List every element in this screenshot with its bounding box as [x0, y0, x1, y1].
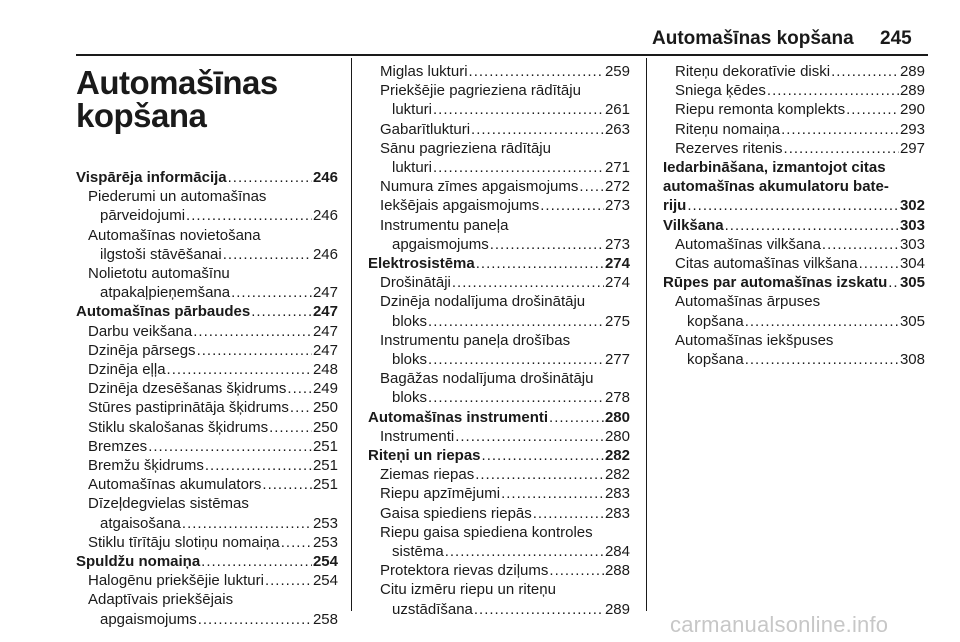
toc-entry[interactable] [368, 120, 630, 139]
toc-entry-text: Vispārēja informācija [76, 169, 227, 186]
page-number: 245 [880, 28, 912, 49]
toc-entry[interactable] [368, 62, 630, 81]
toc-entry-text: Stiklu skalošanas šķidrums [88, 418, 269, 436]
toc-entry-text: bloks [392, 312, 428, 330]
toc-entry-text: Dzinēja nodalījuma drošinātāju [380, 293, 586, 311]
leader-dots [475, 465, 604, 484]
leader-dots [725, 216, 899, 235]
leader-dots [781, 120, 899, 139]
leader-dots [482, 446, 604, 465]
toc-page-number: 274 [604, 274, 630, 292]
toc-entry[interactable] [368, 465, 630, 484]
toc-page-number: 284 [604, 543, 630, 561]
toc-page-number: 263 [604, 120, 630, 138]
leader-dots [228, 168, 312, 187]
toc-entry-text: Automašīnas iekšpuses [675, 331, 834, 349]
leader-dots [201, 552, 312, 571]
toc-entry-text: Citu izmēru riepu un riteņu [380, 581, 556, 599]
leader-dots [767, 81, 899, 100]
toc-page-number: 259 [604, 63, 630, 80]
leader-dots [476, 254, 604, 273]
toc-entry-text: riju [663, 197, 687, 215]
toc-entry-text: Automašīnas pārbaudes [76, 303, 251, 321]
toc-page-number: 250 [312, 399, 338, 417]
leader-dots [455, 427, 604, 446]
toc-entry-text: Automašīnas vilkšana [675, 235, 821, 253]
toc-page-number: 261 [604, 101, 630, 119]
toc-entry[interactable] [663, 62, 925, 81]
toc-entry[interactable] [76, 360, 338, 379]
toc-page-number: 251 [312, 476, 338, 494]
toc-page-number: 248 [312, 361, 338, 379]
toc-page-number: 305 [899, 312, 925, 330]
toc-entry[interactable] [76, 264, 338, 302]
toc-entry-text: Elektrosistēma [368, 255, 475, 273]
leader-dots [859, 254, 899, 273]
toc-entry-text: Riepu remonta komplekts [675, 101, 846, 119]
toc-page-number: 271 [604, 159, 630, 177]
toc-entry-text: Instrumentu paneļa drošības [380, 331, 571, 349]
toc-entry[interactable] [663, 120, 925, 139]
toc-entry-text: Gaisa spiediens riepās [380, 504, 532, 522]
toc-entry[interactable] [76, 418, 338, 437]
toc-entry-text: Iedarbināšana, izmantojot citas [663, 159, 886, 177]
toc-entry-text: Adaptīvais priekšējais [88, 591, 234, 609]
leader-dots [888, 273, 899, 292]
toc-page-number: 246 [312, 169, 338, 186]
chapter-title [76, 66, 338, 132]
toc-entry-text: uzstādīšana [392, 600, 473, 618]
leader-dots [452, 273, 604, 292]
toc-section-entry[interactable] [76, 168, 338, 187]
leader-dots [197, 341, 312, 360]
toc-entry-text: Instrumenti [380, 427, 455, 445]
toc-entries [76, 168, 338, 629]
toc-entry-text: Riteņu dekoratīvie diski [675, 63, 831, 80]
leader-dots [469, 62, 604, 81]
toc-page-number: 273 [604, 197, 630, 215]
leader-dots [262, 475, 312, 494]
toc-page-number: 247 [312, 322, 338, 340]
toc-entry-text: Dīzeļdegvielas sistēmas [88, 495, 249, 513]
toc-page-number: 247 [312, 303, 338, 321]
leader-dots [831, 62, 899, 81]
toc-entry[interactable] [76, 341, 338, 360]
toc-page-number: 288 [604, 562, 630, 580]
toc-entry-text: Nolietotu automašīnu [88, 265, 230, 283]
toc-entry[interactable] [368, 580, 630, 618]
toc-page-number: 278 [604, 389, 630, 407]
toc-entry[interactable] [76, 379, 338, 398]
toc-page-number: 251 [312, 437, 338, 455]
toc-page-number: 275 [604, 312, 630, 330]
toc-page-number: 246 [312, 245, 338, 263]
toc-entry-text: Stiklu tīrītāju slotiņu nomaiņa [88, 533, 280, 551]
toc-entry[interactable] [76, 456, 338, 475]
toc-page-number: 253 [312, 514, 338, 532]
toc-entry-text: Automašīnas instrumenti [368, 408, 549, 426]
toc-section-entry[interactable] [76, 552, 338, 571]
toc-entry-text: kopšana [687, 312, 744, 330]
toc-entry[interactable] [663, 331, 925, 369]
toc-page-number: 303 [899, 216, 925, 234]
leader-dots [540, 196, 604, 215]
toc-entry[interactable] [76, 437, 338, 456]
toc-entry[interactable] [663, 292, 925, 330]
leader-dots [186, 206, 312, 225]
toc-entry-text: Stūres pastiprinātāja šķidrums [88, 399, 289, 417]
toc-entry-text: Halogēnu priekšējie lukturi [88, 572, 264, 590]
leader-dots [579, 177, 604, 196]
toc-entry-text: Dzinēja pārsegs [88, 341, 196, 359]
toc-entry-text: Automašīnas novietošana [88, 226, 261, 244]
toc-entry[interactable] [368, 196, 630, 215]
toc-entry[interactable] [76, 475, 338, 494]
toc-entry[interactable] [368, 139, 630, 177]
toc-entry-text: sistēma [392, 543, 444, 561]
toc-entry-text: Miglas lukturi [380, 63, 468, 80]
toc-entry-text: Iekšējais apgaismojums [380, 197, 540, 215]
header-divider [76, 54, 928, 56]
toc-entry[interactable] [663, 254, 925, 273]
leader-dots [433, 100, 604, 119]
leader-dots [193, 322, 312, 341]
toc-page-number: 258 [312, 610, 338, 628]
toc-entry-text: apgaismojums [392, 235, 489, 253]
toc-entry-text: Bremžu šķidrums [88, 457, 204, 475]
toc-section-entry[interactable] [368, 408, 630, 427]
leader-dots [501, 484, 604, 503]
leader-dots [251, 302, 312, 321]
column-divider [646, 58, 647, 611]
toc-entry-text: ilgstoši stāvēšanai [100, 245, 222, 263]
toc-page-number: 277 [604, 351, 630, 369]
toc-entry-text: Vilkšana [663, 216, 724, 234]
toc-entry-text: Automašīnas akumulators [88, 476, 262, 494]
chapter-title-line: Automašīnas [76, 64, 278, 101]
leader-dots [784, 139, 899, 158]
leader-dots [490, 235, 604, 254]
toc-entry-text: Spuldžu nomaiņa [76, 553, 201, 571]
leader-dots [287, 379, 312, 398]
toc-page-number: 283 [604, 485, 630, 503]
toc-entry[interactable] [368, 369, 630, 407]
toc-entry-text: kopšana [687, 351, 744, 369]
toc-entries [368, 62, 630, 619]
page-header [0, 0, 960, 58]
leader-dots [205, 456, 312, 475]
leader-dots [428, 350, 604, 369]
leader-dots [745, 350, 899, 369]
toc-entry-text: lukturi [392, 101, 433, 119]
toc-column-2 [368, 62, 630, 619]
toc-entry[interactable] [368, 504, 630, 523]
toc-entry[interactable] [76, 590, 338, 628]
toc-page-number: 254 [312, 553, 338, 571]
leader-dots [549, 561, 604, 580]
toc-page-number: 304 [899, 255, 925, 273]
toc-entry-text: Rezerves ritenis [675, 139, 783, 157]
toc-entry[interactable] [76, 187, 338, 225]
leader-dots [471, 120, 604, 139]
toc-entry-text: bloks [392, 351, 428, 369]
leader-dots [428, 312, 604, 331]
toc-page-number: 283 [604, 504, 630, 522]
watermark: carmanualsonline.info [670, 612, 889, 637]
toc-entry-text: Sānu pagrieziena rādītāju [380, 139, 551, 157]
chapter-title-line: kopšana [76, 97, 207, 134]
leader-dots [745, 312, 899, 331]
toc-page-number: 282 [604, 447, 630, 465]
toc-entry[interactable] [76, 571, 338, 590]
toc-entry[interactable] [368, 523, 630, 561]
toc-entry-text: Dzinēja eļļa [88, 361, 166, 379]
toc-entry-text: Citas automašīnas vilkšana [675, 255, 858, 273]
toc-column-1 [76, 62, 338, 629]
toc-page-number: 250 [312, 418, 338, 436]
toc-section-entry[interactable] [663, 216, 925, 235]
toc-entry-text: Ziemas riepas [380, 466, 475, 484]
leader-dots [182, 514, 312, 533]
toc-entry-text: lukturi [392, 159, 433, 177]
toc-entry-text: Riepu gaisa spiediena kontroles [380, 523, 593, 541]
leader-dots [549, 408, 604, 427]
toc-page-number: 297 [899, 139, 925, 157]
toc-entry-text: Drošinātāji [380, 274, 451, 292]
toc-page-number: 289 [899, 82, 925, 100]
toc-page-number: 290 [899, 101, 925, 119]
toc-entry-text: Riteņu nomaiņa [675, 120, 781, 138]
toc-entry[interactable] [663, 81, 925, 100]
toc-page-number: 247 [312, 284, 338, 302]
toc-section-entry[interactable] [663, 158, 925, 216]
toc-section-entry[interactable] [663, 273, 925, 292]
toc-page-number: 289 [899, 63, 925, 80]
toc-page-number: 273 [604, 235, 630, 253]
toc-entry[interactable] [368, 81, 630, 119]
toc-entry-text: Darbu veikšana [88, 322, 193, 340]
toc-page-number: 272 [604, 178, 630, 196]
toc-entry[interactable] [76, 398, 338, 417]
toc-page-number: 247 [312, 341, 338, 359]
leader-dots [428, 388, 604, 407]
toc-page-number: 274 [604, 255, 630, 273]
toc-page-number: 249 [312, 380, 338, 398]
toc-entry-text: Automašīnas ārpuses [675, 293, 821, 311]
leader-dots [265, 571, 312, 590]
toc-section-entry[interactable] [76, 302, 338, 321]
toc-entry-text: Numura zīmes apgaismojums [380, 178, 579, 196]
toc-entry-text: Priekšējie pagrieziena rādītāju [380, 82, 581, 100]
leader-dots [231, 283, 312, 302]
leader-dots [474, 600, 604, 619]
toc-entry-text: atpakaļpieņemšana [100, 284, 231, 302]
toc-entry[interactable] [368, 292, 630, 330]
toc-entry-text: Riteņi un riepas [368, 447, 481, 465]
toc-entry-text: Gabarītlukturi [380, 120, 471, 138]
toc-page-number: 253 [312, 533, 338, 551]
toc-entry-text: Rūpes par automašīnas izskatu [663, 274, 888, 292]
toc-entry-text: Dzinēja dzesēšanas šķidrums [88, 380, 287, 398]
toc-entry[interactable] [663, 139, 925, 158]
leader-dots [148, 437, 312, 456]
toc-page-number: 305 [899, 274, 925, 292]
column-divider [351, 58, 352, 611]
toc-page-number: 246 [312, 207, 338, 225]
leader-dots [198, 610, 312, 629]
toc-page-number: 302 [899, 197, 925, 215]
toc-entry-text: Riepu apzīmējumi [380, 485, 501, 503]
leader-dots [269, 418, 312, 437]
toc-page-number: 289 [604, 600, 630, 618]
toc-entry-text: Protektora rievas dziļums [380, 562, 549, 580]
leader-dots [433, 158, 604, 177]
toc-entry-text: atgaisošana [100, 514, 181, 532]
leader-dots [822, 235, 899, 254]
toc-entry[interactable] [76, 494, 338, 532]
running-title: Automašīnas kopšana [652, 28, 854, 49]
toc-entry[interactable] [368, 484, 630, 503]
toc-entries [663, 62, 925, 369]
leader-dots [167, 360, 312, 379]
leader-dots [290, 398, 312, 417]
toc-entry-text: Bagāžas nodalījuma drošinātāju [380, 370, 594, 388]
toc-entry-text: bloks [392, 389, 428, 407]
toc-entry-text: Instrumentu paneļa [380, 216, 509, 234]
toc-entry[interactable] [368, 561, 630, 580]
toc-section-entry[interactable] [368, 446, 630, 465]
toc-entry[interactable] [368, 216, 630, 254]
toc-page-number: 308 [899, 351, 925, 369]
toc-entry-text: apgaismojums [100, 610, 197, 628]
toc-page-number: 280 [604, 408, 630, 426]
toc-entry-text: Sniega ķēdes [675, 82, 766, 100]
toc-page-number: 293 [899, 120, 925, 138]
leader-dots [281, 533, 312, 552]
toc-page-number: 254 [312, 572, 338, 590]
toc-section-entry[interactable] [368, 254, 630, 273]
toc-entry[interactable] [76, 322, 338, 341]
toc-entry[interactable] [368, 427, 630, 446]
leader-dots [445, 542, 604, 561]
leader-dots [533, 504, 604, 523]
toc-entry[interactable] [76, 533, 338, 552]
toc-entry[interactable] [663, 235, 925, 254]
toc-page-number: 251 [312, 457, 338, 475]
toc-entry[interactable] [76, 226, 338, 264]
toc-entry-text: pārveidojumi [100, 207, 186, 225]
toc-page-number: 303 [899, 235, 925, 253]
toc-entry[interactable] [368, 273, 630, 292]
toc-entry-text: Piederumi un automašīnas [88, 188, 267, 206]
toc-entry-text: automašīnas akumulatoru bate- [663, 178, 889, 196]
toc-page-number: 280 [604, 427, 630, 445]
toc-page-number: 282 [604, 466, 630, 484]
leader-dots [687, 196, 899, 215]
toc-entry[interactable] [368, 331, 630, 369]
toc-entry[interactable] [663, 100, 925, 119]
toc-column-3 [663, 62, 925, 369]
leader-dots [223, 245, 312, 264]
toc-entry[interactable] [368, 177, 630, 196]
toc-entry-text: Bremzes [88, 437, 148, 455]
leader-dots [846, 100, 899, 119]
